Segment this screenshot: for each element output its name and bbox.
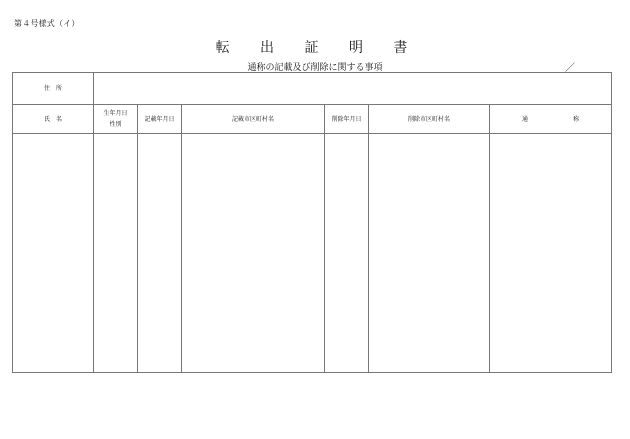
header-delete-date: 削除年月日 [325, 105, 369, 134]
cell-name[interactable] [13, 134, 94, 373]
slash-mark: ／ [565, 63, 575, 74]
header-gender: 性別 [109, 121, 122, 128]
cell-record-municipality[interactable] [182, 134, 325, 373]
document-title: 転 出 証 明 書 [215, 40, 421, 56]
entry-row [13, 134, 612, 373]
header-record-municipality: 記載市区町村名 [182, 105, 325, 134]
header-birth-date: 生年月日 [103, 110, 128, 117]
header-birth-gender [94, 105, 138, 134]
header-name-label: 氏 名 [43, 115, 62, 123]
header-alias-left: 通 [522, 115, 529, 123]
header-delete-municipality: 削除市区町村名 [369, 105, 490, 134]
cell-record-date[interactable] [138, 134, 182, 373]
cell-birth-gender[interactable] [94, 134, 138, 373]
document-subtitle: 通称の記載及び削除に関する事項 [247, 63, 383, 73]
cell-delete-municipality[interactable] [369, 134, 490, 373]
address-field[interactable] [94, 73, 612, 105]
address-label: 住 所 [13, 73, 94, 105]
cell-delete-date[interactable] [325, 134, 369, 373]
header-alias [490, 105, 612, 134]
header-alias-right: 称 [573, 115, 580, 123]
cell-alias[interactable] [490, 134, 612, 373]
header-name [13, 105, 94, 134]
address-row [13, 73, 612, 105]
certificate-table [12, 72, 612, 373]
header-record-date: 記載年月日 [138, 105, 182, 134]
header-row [13, 105, 612, 134]
form-number: 第４号様式（イ） [14, 19, 80, 28]
